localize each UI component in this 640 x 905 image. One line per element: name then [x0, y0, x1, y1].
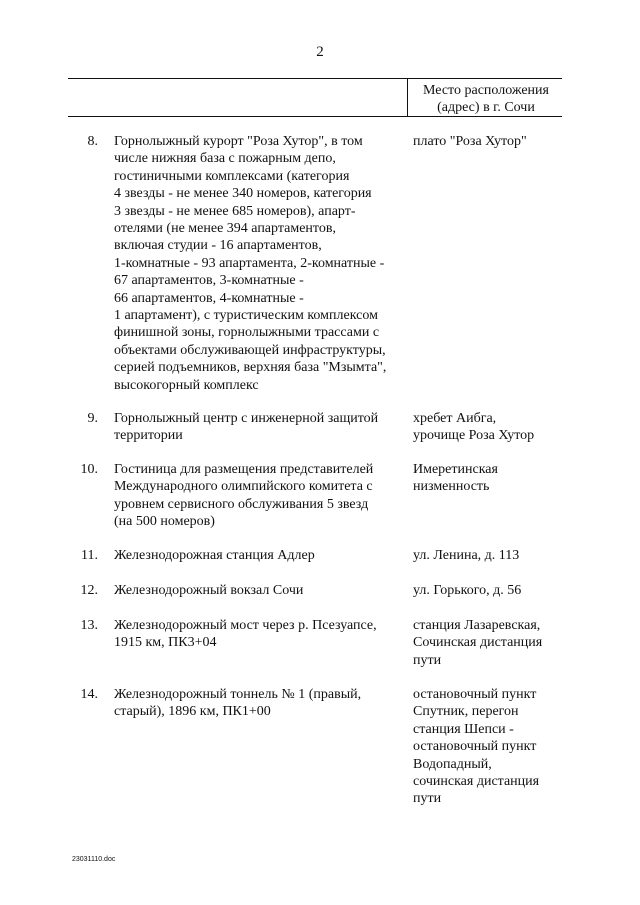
object-name — [114, 617, 414, 652]
object-name-line: Железнодорожный тоннель № 1 (правый, — [114, 687, 362, 702]
row-number: 8. — [87, 134, 98, 149]
object-location — [413, 410, 573, 445]
object-location-line: остановочный пункт — [413, 687, 537, 702]
object-location-line: Сочинская дистанция — [413, 635, 543, 651]
object-location — [413, 461, 573, 496]
object-name-line: серией подъемников, верхняя база "Мзымта", — [114, 360, 387, 376]
object-location-line: Водопадный, — [413, 756, 492, 772]
object-location-line: хребет Аибга, — [413, 411, 497, 426]
object-name-line: территории — [114, 428, 183, 444]
table-header-location-line: Место расположения — [423, 83, 549, 98]
object-location — [413, 547, 573, 564]
object-name-line: старый), 1896 км, ПК1+00 — [114, 704, 271, 720]
object-name-line: высокогорный комплекс — [114, 377, 259, 393]
object-location-line: ул. Ленина, д. 113 — [413, 548, 520, 563]
object-name-line: (на 500 номеров) — [114, 514, 215, 530]
object-name — [114, 686, 414, 721]
object-location-line: Имеретинская — [413, 462, 498, 477]
table-header-top-rule — [68, 78, 562, 79]
row-number: 14. — [80, 687, 98, 702]
row-number: 12. — [80, 583, 98, 598]
object-location-line: пути — [413, 652, 442, 668]
object-location-line: Спутник, перегон — [413, 704, 519, 720]
object-name-line: включая студии - 16 апартаментов, — [114, 238, 322, 254]
object-location-line: станция Шепси - — [413, 721, 514, 737]
table-header-location — [410, 82, 562, 116]
page-number: 2 — [316, 44, 324, 60]
row-number: 10. — [80, 462, 98, 477]
table-header-column-divider — [407, 78, 408, 116]
object-name-line: Гостиница для размещения представителей — [114, 462, 374, 477]
object-name-line: 66 апартаментов, 4-комнатные - — [114, 290, 304, 306]
row-number: 13. — [80, 618, 98, 633]
table-header-location-line: (адрес) в г. Сочи — [437, 100, 535, 115]
object-location-line: плато "Роза Хутор" — [413, 134, 527, 149]
object-location-line: ул. Горького, д. 56 — [413, 583, 522, 598]
object-location-line: станция Лазаревская, — [413, 618, 541, 633]
object-name-line: Горнолыжный центр с инженерной защитой — [114, 411, 379, 426]
object-name-line: числе нижняя база с пожарным депо, — [114, 151, 336, 167]
object-name-line: Международного олимпийского комитета с — [114, 479, 373, 495]
table-header-bottom-rule — [68, 116, 562, 117]
document-file-code: 23031110.doc — [72, 856, 116, 863]
object-location-line: сочинская дистанция — [413, 774, 540, 790]
row-number: 11. — [81, 548, 98, 563]
object-name-line: 4 звезды - не менее 340 номеров, категория — [114, 186, 372, 202]
object-name-line: Горнолыжный курорт "Роза Хутор", в том — [114, 134, 363, 149]
object-name — [114, 410, 414, 445]
object-name — [114, 547, 414, 564]
object-name — [114, 461, 414, 531]
object-location — [413, 686, 573, 808]
object-name — [114, 133, 414, 394]
object-location-line: низменность — [413, 479, 490, 495]
object-location — [413, 617, 573, 669]
object-name-line: 1-комнатные - 93 апартамента, 2-комнатные - — [114, 255, 385, 271]
object-name-line: финишной зоны, горнолыжными трассами с — [114, 325, 380, 341]
object-name-line: гостиничными комплексами (категория — [114, 168, 350, 184]
object-name-line: объектами обслуживающей инфраструктуры, — [114, 342, 386, 358]
object-location-line: пути — [413, 791, 442, 807]
object-location — [413, 133, 573, 150]
object-location-line: остановочный пункт — [413, 739, 537, 755]
object-name-line: 67 апартаментов, 3-комнатные - — [114, 273, 304, 289]
object-name-line: уровнем сервисного обслуживания 5 звезд — [114, 496, 369, 512]
object-name-line: Железнодорожная станция Адлер — [114, 548, 315, 563]
object-location-line: урочище Роза Хутор — [413, 428, 535, 444]
object-location — [413, 582, 573, 599]
row-number: 9. — [87, 411, 98, 426]
object-name-line: Железнодорожный вокзал Сочи — [114, 583, 304, 598]
object-name-line: 1915 км, ПК3+04 — [114, 635, 217, 651]
object-name-line: отелями (не менее 394 апартаментов, — [114, 221, 336, 237]
object-name-line: Железнодорожный мост через р. Псезуапсе, — [114, 618, 377, 633]
object-name-line: 3 звезды - не менее 685 номеров), апарт- — [114, 203, 356, 219]
object-name-line: 1 апартамент), с туристическим комплексом — [114, 308, 378, 324]
object-name — [114, 582, 414, 599]
